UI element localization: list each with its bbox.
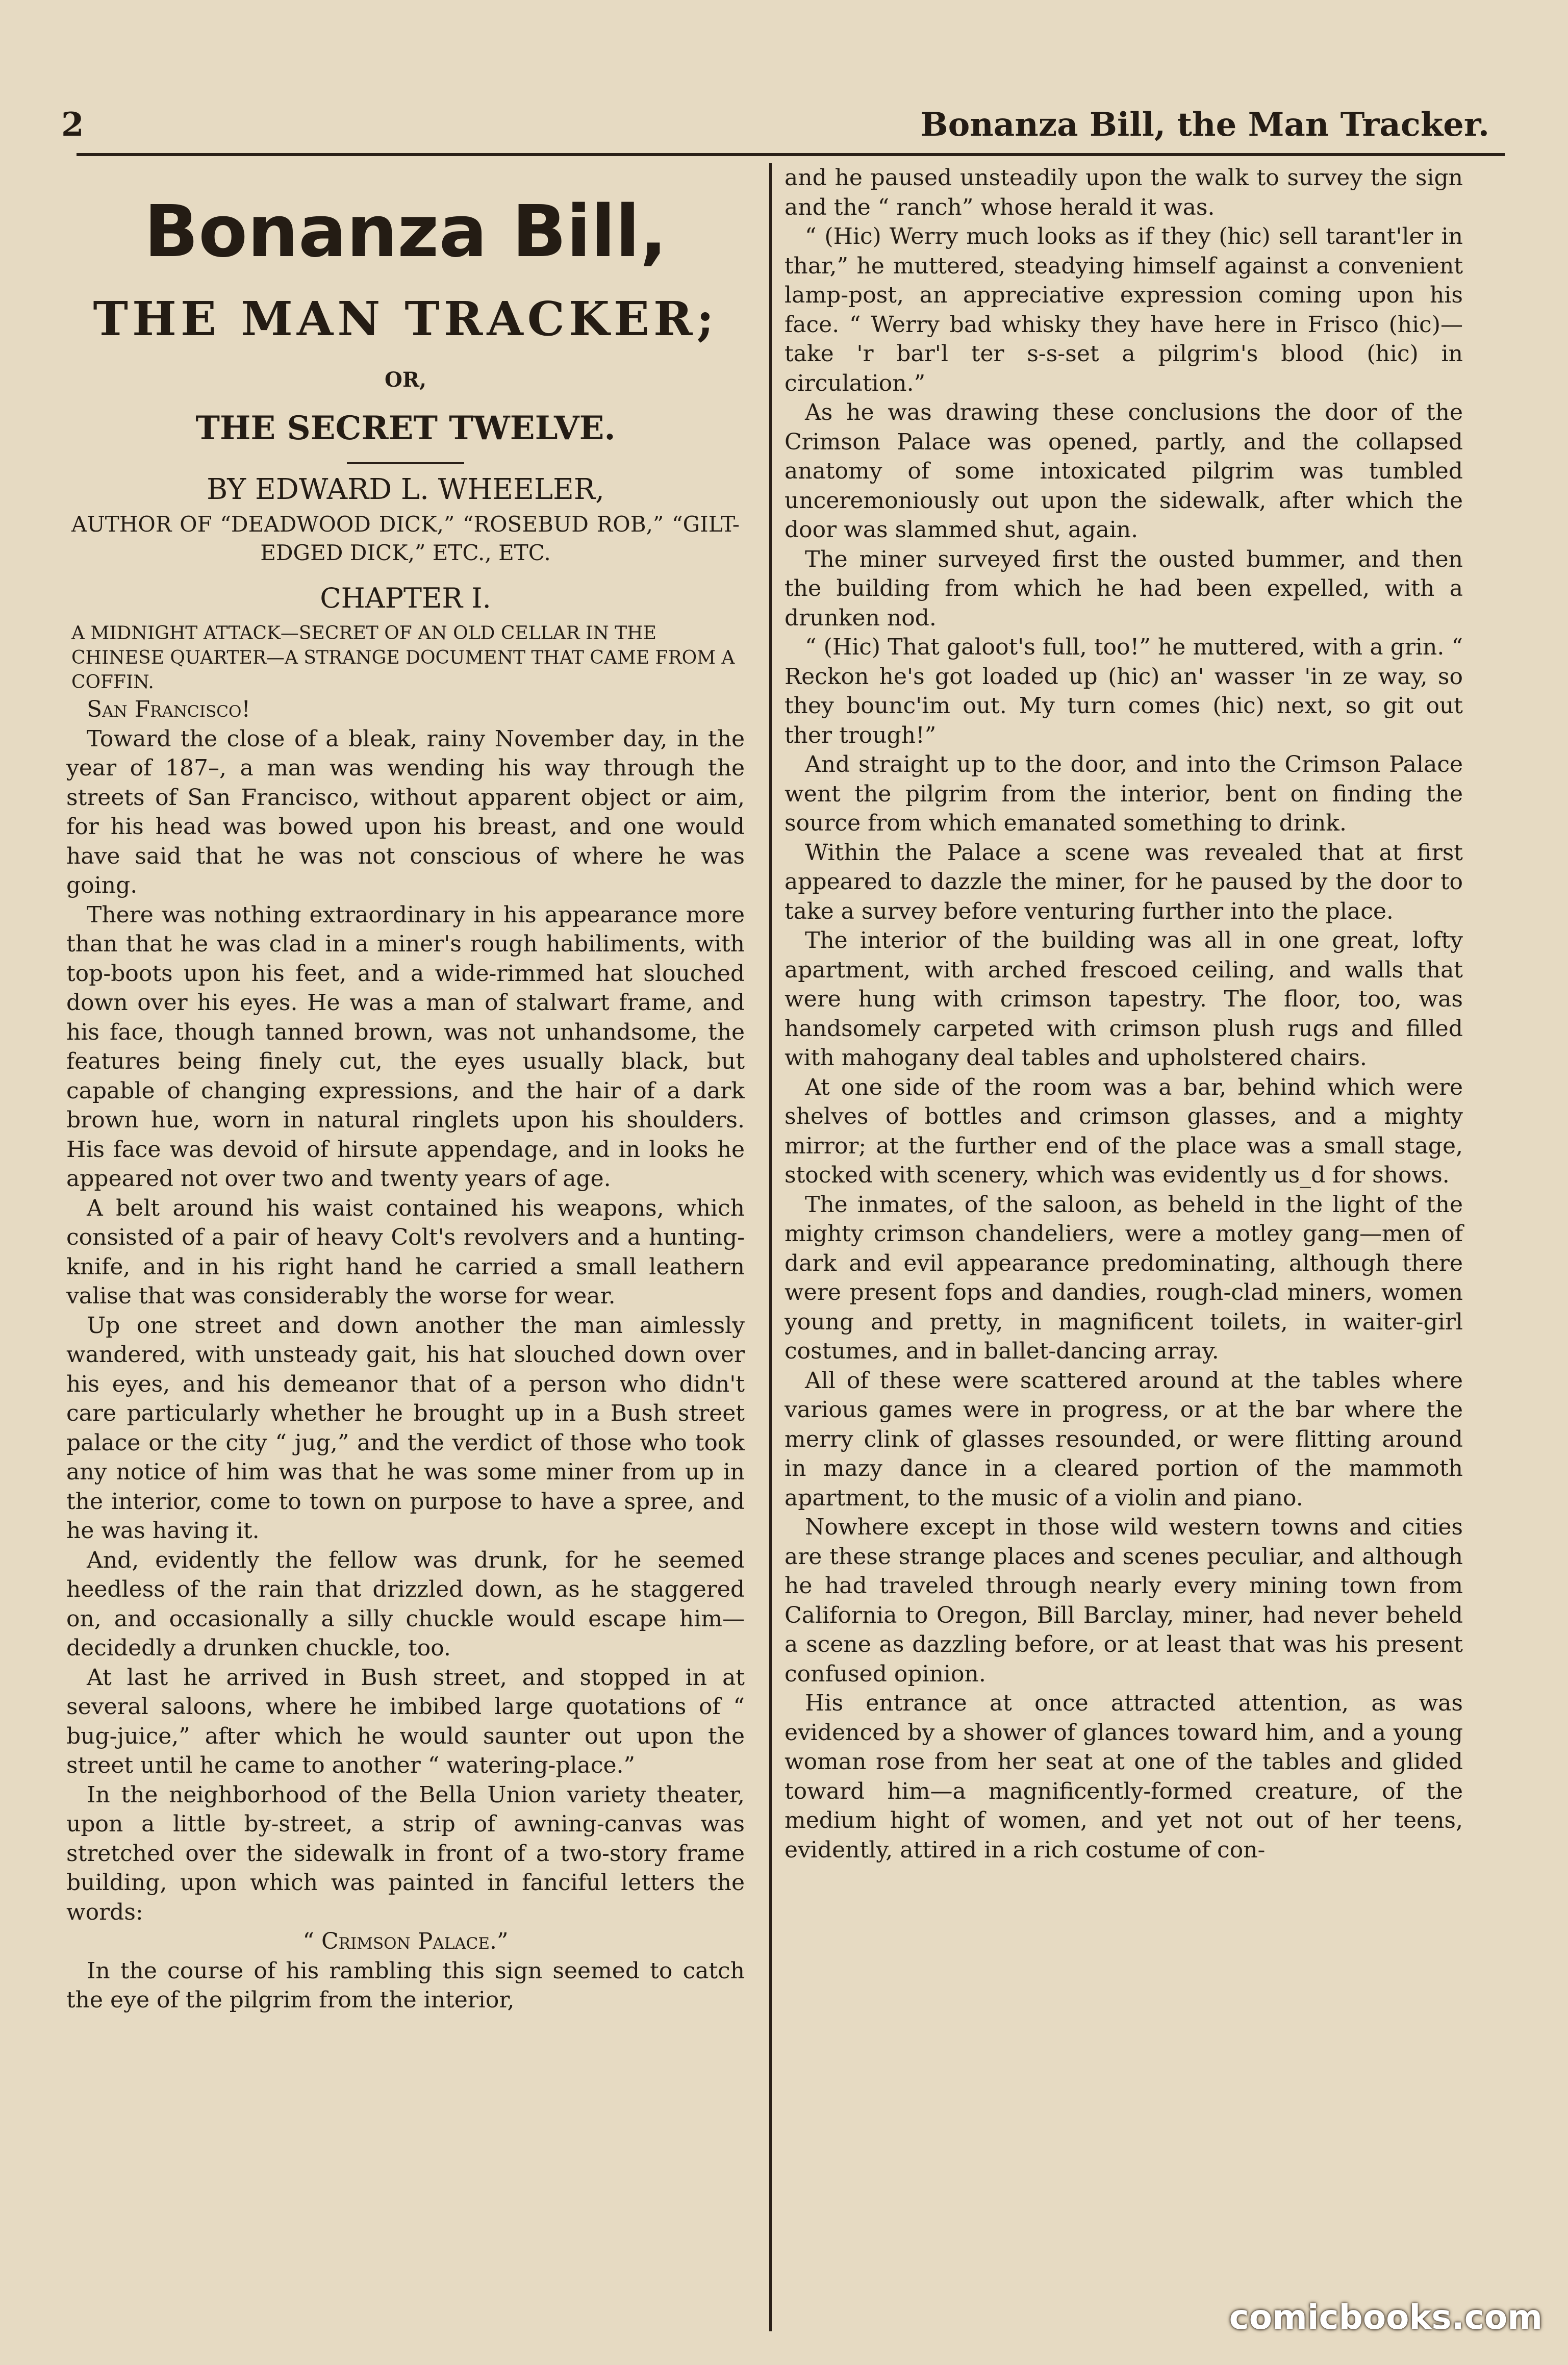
paragraph: A belt around his waist contained his weapons, which consisted of a pair of heavy Colt's revolvers and a hunting-knife, and in his right hand he carried a small leathern valise that was considerably the worse for wear. xyxy=(66,1195,745,1309)
paragraph: The inmates, of the saloon, as beheld in the light of the mighty crimson chandeliers, were a motley gang—men of dark and evil appearance predominating, although there were present fops and dandies, rough-clad miners, women young and pretty, in magnificent toilets, in waiter-girl costumes, and in ballet-dancing array. xyxy=(785,1191,1463,1364)
story-subtitle: THE MAN TRACKER; xyxy=(93,291,718,346)
paragraph: and he paused unsteadily upon the walk to survey the sign and the “ ranch” whose herald it was. xyxy=(785,165,1463,220)
paragraph: As he was drawing these conclusions the door of the Crimson Palace was opened, partly, and the collapsed anatomy of some intoxicated pilgrim was tumbled unceremoniously out upon the sidewalk, after which the door was slammed shut, again. xyxy=(785,399,1463,543)
right-column xyxy=(785,163,1463,1865)
watermark: comicbooks.com xyxy=(1229,2298,1542,2337)
paragraph: All of these were scattered around at the tables where various games were in progress, or at the bar where the merry clink of glasses resounded, or were flitting around in mazy dance in a cleared portion of the mammoth apartment, to the music of a violin and piano. xyxy=(785,1367,1463,1511)
byline: BY EDWARD L. WHEELER, xyxy=(207,473,604,506)
paragraph: “ (Hic) That galoot's full, too!” he muttered, with a grin. “ Reckon he's got loaded up (hic) an' wasser 'in ze way, so they bounc'im out. My turn comes (hic) next, so git out ther trough!” xyxy=(785,634,1463,748)
paragraph: Within the Palace a scene was revealed that at first appeared to dazzle the miner, for he paused by the door to take a survey before venturing further into the place. xyxy=(785,839,1463,924)
chapter-heading: CHAPTER I. xyxy=(320,582,491,614)
column-divider xyxy=(769,163,772,2331)
running-title: Bonanza Bill, the Man Tracker. xyxy=(920,106,1489,144)
paragraph: At last he arrived in Bush street, and stopped in at several saloons, where he imbibed large quotations of “ bug-juice,” after which he would saunter out upon the street until he came to another “ watering-place.” xyxy=(66,1664,745,1778)
paragraph: Up one street and down another the man aimlessly wandered, with unsteady gait, his hat slouched down over his eyes, and his demeanor that of a person who didn't care particularly whether he brought up in a Bush street palace or the city “ jug,” and the verdict of those who took any notice of him was that he was some miner from up in the interior, come to town on purpose to have a spree, and he was having it. xyxy=(66,1312,745,1544)
page-header xyxy=(61,97,1489,153)
author-note: AUTHOR OF “DEADWOOD DICK,” “ROSEBUD ROB,” “GILT-EDGED DICK,” ETC., ETC. xyxy=(71,512,740,565)
paragraph: At one side of the room was a bar, behind which were shelves of bottles and crimson glasses, and a mighty mirror; at the further end of the place was a small stage, stocked with scenery, which was evidently us_d for shows. xyxy=(785,1074,1463,1188)
sign-text: “ Crimson Palace.” xyxy=(302,1928,509,1954)
title-or: OR, xyxy=(384,368,426,392)
paragraph: There was nothing extraordinary in his appearance more than that he was clad in a miner's rough habiliments, with top-boots upon his feet, and a wide-rimmed hat slouched down over his eyes. He was a man of stalwart frame, and his face, though tanned brown, was not unhandsome, the features being finely cut, the eyes usually black, but capable of changing expressions, and the hair of a dark brown hue, worn in natural ringlets upon his shoulders. His face was devoid of hirsute appendage, and in looks he appeared not over two and twenty years of age. xyxy=(66,901,745,1192)
story-title: Bonanza Bill, xyxy=(144,190,667,273)
alternate-title: THE SECRET TWELVE. xyxy=(195,409,616,447)
left-column xyxy=(66,163,745,2015)
paragraph: “ (Hic) Werry much looks as if they (hic) sell tarant'ler in thar,” he muttered, steadying himself against a convenient lamp-post, an appreciative expression coming upon his face. “ Werry bad whisky they have here in Frisco (hic)—take 'r bar'l ter s-s-set a pilgrim's blood (hic) in circulation.” xyxy=(785,223,1463,396)
paragraph: And, evidently the fellow was drunk, for he seemed heedless of the rain that drizzled down, as he staggered on, and occasionally a silly chuckle would escape him—decidedly a drunken chuckle, too. xyxy=(66,1547,745,1661)
paragraph: His entrance at once attracted attention, as was evidenced by a shower of glances toward him, and a young woman rose from her seat at one of the tables and glided toward him—a magnificently-formed creature, of the medium hight of women, and yet not out of her teens, evidently, attired in a rich costume of con- xyxy=(785,1690,1463,1863)
paragraph: San Francisco! xyxy=(87,696,251,722)
paragraph: The miner surveyed first the ousted bummer, and then the building from which he had been expelled, with a drunken nod. xyxy=(785,546,1463,631)
paragraph: In the course of his rambling this sign seemed to catch the eye of the pilgrim from the interior, xyxy=(66,1957,745,2013)
story-title-block xyxy=(66,184,745,621)
paragraph: In the neighborhood of the Bella Union variety theater, upon a little by-street, a strip of awning-canvas was stretched over the sidewalk in front of a two-story frame building, upon which was painted in fanciful letters the words: xyxy=(66,1781,745,1925)
paragraph: And straight up to the door, and into the Crimson Palace went the pilgrim from the interior, bent on finding the source from which emanated something to drink. xyxy=(785,751,1463,836)
paragraph: Nowhere except in those wild western towns and cities are these strange places and scenes peculiar, and although he had traveled through nearly every mining town from California to Oregon, Bill Barclay, miner, had never beheld a scene as dazzling before, or at least that was his present confused opinion. xyxy=(785,1514,1463,1687)
paragraph: The interior of the building was all in one great, lofty apartment, with arched frescoed ceiling, and walls that were hung with crimson tapestry. The floor, too, was handsomely carpeted with crimson plush rugs and filled with mahogany deal tables and upholstered chairs. xyxy=(785,927,1463,1071)
title-rule xyxy=(347,462,464,464)
chapter-summary: A MIDNIGHT ATTACK—SECRET OF AN OLD CELLAR IN THE CHINESE QUARTER—A STRANGE DOCUMENT THAT CAME FROM A COFFIN. xyxy=(71,623,735,693)
header-rule xyxy=(77,153,1505,156)
page-number: 2 xyxy=(61,106,84,144)
paragraph: Toward the close of a bleak, rainy November day, in the year of 187–, a man was wending his way through the streets of San Francisco, without apparent object or aim, for his head was bowed upon his breast, and one would have said that he was not conscious of where he was going. xyxy=(66,725,745,898)
